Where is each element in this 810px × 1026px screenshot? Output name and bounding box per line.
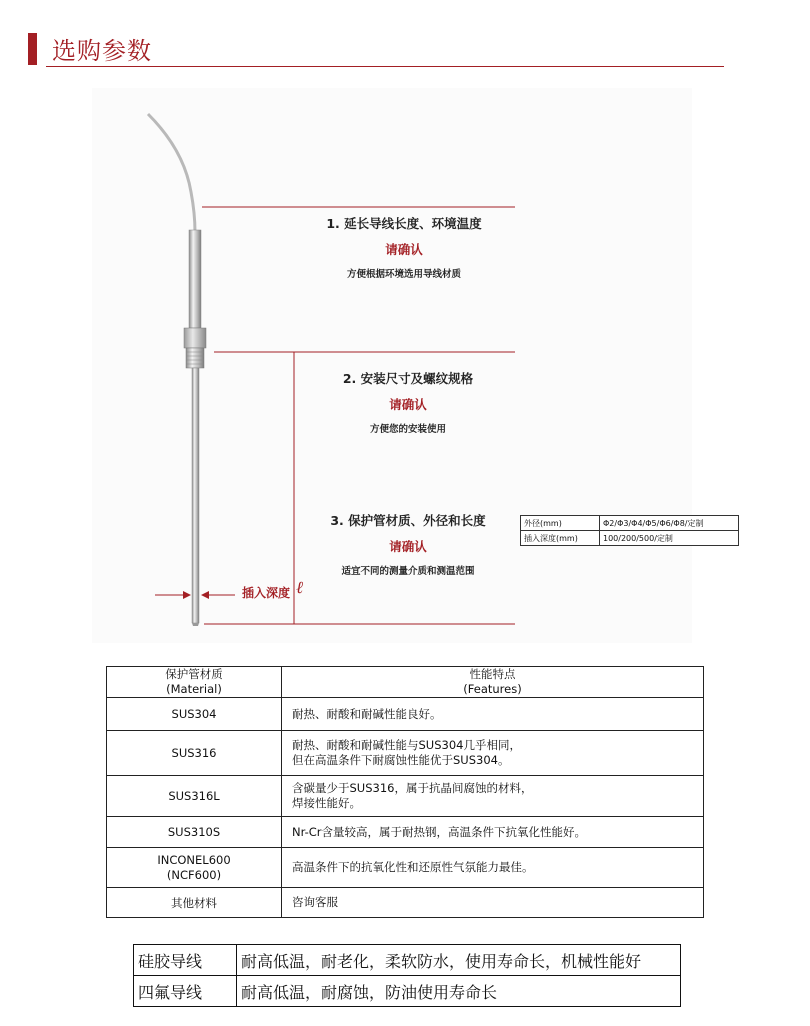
table-row: [134, 945, 681, 976]
table-row: [107, 848, 704, 888]
insertion-depth-label: 插入深度: [242, 586, 291, 600]
annotation-3-confirm: 请确认: [389, 539, 427, 554]
features-cell: [282, 776, 704, 817]
spec-key: 外径(mm): [521, 516, 600, 531]
annotation-2: [298, 369, 518, 435]
title-underline: [46, 66, 724, 67]
protection-tube: [192, 368, 199, 623]
annotation-1-note: 方便根据环境选用导线材质: [346, 269, 461, 280]
feature-line: 耐热、耐酸和耐碱性能与SUS304几乎相同，: [292, 738, 521, 752]
tube-tip: [192, 623, 199, 626]
annotation-3-note: 适宜不同的测量介质和测温范围: [341, 566, 475, 577]
section-title: 选购参数: [52, 37, 152, 65]
features-header-cn: 性能特点: [469, 667, 516, 681]
spec-value: 100/200/500/定制: [600, 531, 739, 546]
annotation-2-confirm: 请确认: [389, 397, 427, 412]
table-row: [107, 776, 704, 817]
features-cell: [282, 698, 704, 731]
annotation-1-confirm: 请确认: [385, 242, 423, 257]
feature-line: 但在高温条件下耐腐蚀性能优于SUS304。: [292, 753, 510, 767]
spec-value: Φ2/Φ3/Φ4/Φ5/Φ6/Φ8/定制: [600, 516, 739, 531]
material-cell: [107, 731, 282, 776]
material-cell: [107, 888, 282, 918]
material-cell: [107, 817, 282, 848]
insertion-depth-symbol: ℓ: [296, 578, 304, 598]
material-cell: [107, 698, 282, 731]
features-cell: [282, 848, 704, 888]
spec-table: [520, 515, 739, 546]
material-name: SUS310S: [167, 825, 221, 839]
table-row: [107, 731, 704, 776]
lead-wire: [148, 114, 195, 232]
feature-line: Nr-Cr含量较高，属于耐热钢，高温条件下抗氧化性能好。: [292, 824, 586, 839]
wire-name: 硅胶导线: [134, 945, 237, 976]
table-row: [107, 888, 704, 918]
features-header-en: (Features): [463, 682, 522, 696]
material-name: SUS316L: [168, 789, 220, 803]
hex-nut: [184, 328, 206, 348]
material-name: INCONEL600: [157, 852, 231, 867]
spec-row: [521, 516, 739, 531]
annotation-1-title: 1. 延长导线长度、环境温度: [326, 216, 482, 231]
features-cell: [282, 817, 704, 848]
depth-arrow-right-head: [201, 591, 209, 599]
spec-key: 插入深度(mm): [521, 531, 600, 546]
material-table: [106, 666, 704, 918]
material-header-en: (Material): [166, 682, 222, 696]
material-name: SUS304: [171, 707, 217, 721]
material-table-header: [107, 667, 704, 698]
depth-arrow-left-head: [183, 591, 191, 599]
wire-table: [133, 944, 681, 1007]
material-name: (NCF600): [166, 867, 222, 882]
wire-description: 耐高低温，耐腐蚀，防油使用寿命长: [237, 976, 681, 1007]
features-column-header: [282, 667, 704, 698]
annotation-2-note: 方便您的安装使用: [369, 424, 446, 435]
annotation-2-title: 2. 安装尺寸及螺纹规格: [342, 371, 474, 386]
wire-name: 四氟导线: [134, 976, 237, 1007]
table-row: [134, 976, 681, 1007]
material-cell: [107, 848, 282, 888]
material-name: SUS316: [171, 746, 217, 760]
transition-sleeve: [189, 230, 201, 328]
annotation-3: [298, 511, 518, 577]
feature-line: 咨询客服: [292, 895, 338, 909]
title-accent-bar: [28, 33, 37, 65]
annotation-3-title: 3. 保护管材质、外径和长度: [330, 513, 486, 528]
thread-section: [186, 348, 204, 368]
spec-row: [521, 531, 739, 546]
table-row: [107, 698, 704, 731]
wire-description: 耐高低温，耐老化，柔软防水，使用寿命长，机械性能好: [237, 945, 681, 976]
feature-line: 含碳量少于SUS316，属于抗晶间腐蚀的材料，: [292, 781, 533, 795]
material-column-header: [107, 667, 282, 698]
annotation-1: [294, 214, 514, 280]
table-row: [107, 817, 704, 848]
feature-line: 高温条件下的抗氧化性和还原性气氛能力最佳。: [292, 860, 534, 874]
feature-line: 耐热、耐酸和耐碱性能良好。: [292, 706, 442, 721]
features-cell: [282, 888, 704, 918]
material-name: 其他材料: [171, 895, 217, 910]
features-cell: [282, 731, 704, 776]
material-header-cn: 保护管材质: [165, 667, 223, 681]
feature-line: 焊接性能好。: [292, 796, 361, 810]
material-cell: [107, 776, 282, 817]
